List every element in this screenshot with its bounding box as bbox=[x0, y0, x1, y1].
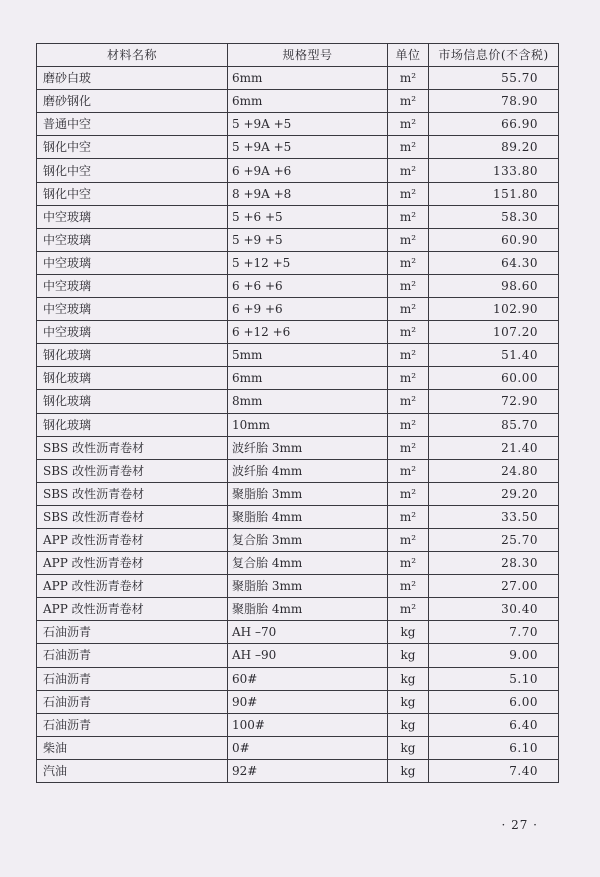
table-row bbox=[37, 274, 559, 297]
price-cell: 6.10 bbox=[429, 736, 559, 759]
table-row bbox=[37, 621, 559, 644]
price-cell: 27.00 bbox=[429, 575, 559, 598]
material-name-cell: 磨砂白玻 bbox=[37, 67, 228, 90]
unit-cell: kg bbox=[388, 621, 429, 644]
material-name-cell: 石油沥青 bbox=[37, 667, 228, 690]
table-row bbox=[37, 136, 559, 159]
unit-cell: m² bbox=[388, 113, 429, 136]
unit-cell: kg bbox=[388, 736, 429, 759]
unit-cell: kg bbox=[388, 713, 429, 736]
unit-cell: kg bbox=[388, 759, 429, 782]
unit-cell: kg bbox=[388, 690, 429, 713]
table-row bbox=[37, 436, 559, 459]
table-row bbox=[37, 344, 559, 367]
material-name-cell: 石油沥青 bbox=[37, 621, 228, 644]
spec-model-cell: AH –70 bbox=[228, 621, 388, 644]
header-material-name: 材料名称 bbox=[37, 44, 228, 67]
spec-model-cell: 波纤胎 3mm bbox=[228, 436, 388, 459]
spec-model-cell: 6 +6 +6 bbox=[228, 274, 388, 297]
material-name-cell: 石油沥青 bbox=[37, 644, 228, 667]
spec-model-cell: 6 +9 +6 bbox=[228, 298, 388, 321]
price-cell: 24.80 bbox=[429, 459, 559, 482]
price-cell: 98.60 bbox=[429, 274, 559, 297]
unit-cell: m² bbox=[388, 367, 429, 390]
material-name-cell: 中空玻璃 bbox=[37, 298, 228, 321]
spec-model-cell: 10mm bbox=[228, 413, 388, 436]
table-row bbox=[37, 505, 559, 528]
page-number: · 27 · bbox=[501, 818, 538, 832]
spec-model-cell: 复合胎 4mm bbox=[228, 552, 388, 575]
unit-cell: m² bbox=[388, 136, 429, 159]
table-row bbox=[37, 90, 559, 113]
material-name-cell: 钢化玻璃 bbox=[37, 413, 228, 436]
table-row bbox=[37, 736, 559, 759]
unit-cell: kg bbox=[388, 667, 429, 690]
unit-cell: m² bbox=[388, 552, 429, 575]
material-name-cell: SBS 改性沥青卷材 bbox=[37, 436, 228, 459]
price-cell: 29.20 bbox=[429, 482, 559, 505]
unit-cell: m² bbox=[388, 67, 429, 90]
price-cell: 33.50 bbox=[429, 505, 559, 528]
table-row bbox=[37, 228, 559, 251]
unit-cell: m² bbox=[388, 205, 429, 228]
material-name-cell: APP 改性沥青卷材 bbox=[37, 528, 228, 551]
price-cell: 25.70 bbox=[429, 528, 559, 551]
table-header-row bbox=[37, 44, 559, 67]
price-cell: 66.90 bbox=[429, 113, 559, 136]
price-table bbox=[36, 43, 559, 783]
table-body bbox=[37, 67, 559, 783]
price-cell: 151.80 bbox=[429, 182, 559, 205]
table-row bbox=[37, 528, 559, 551]
unit-cell: m² bbox=[388, 482, 429, 505]
price-cell: 6.40 bbox=[429, 713, 559, 736]
material-name-cell: 中空玻璃 bbox=[37, 205, 228, 228]
table-row bbox=[37, 759, 559, 782]
unit-cell: m² bbox=[388, 575, 429, 598]
table-row bbox=[37, 159, 559, 182]
spec-model-cell: 聚脂胎 3mm bbox=[228, 482, 388, 505]
spec-model-cell: 90# bbox=[228, 690, 388, 713]
material-name-cell: APP 改性沥青卷材 bbox=[37, 575, 228, 598]
spec-model-cell: 5 +9A +5 bbox=[228, 113, 388, 136]
material-name-cell: 石油沥青 bbox=[37, 690, 228, 713]
table-row bbox=[37, 713, 559, 736]
table-row bbox=[37, 644, 559, 667]
price-cell: 78.90 bbox=[429, 90, 559, 113]
table-row bbox=[37, 690, 559, 713]
material-name-cell: 石油沥青 bbox=[37, 713, 228, 736]
unit-cell: m² bbox=[388, 159, 429, 182]
price-cell: 58.30 bbox=[429, 205, 559, 228]
price-cell: 5.10 bbox=[429, 667, 559, 690]
spec-model-cell: 8 +9A +8 bbox=[228, 182, 388, 205]
price-cell: 51.40 bbox=[429, 344, 559, 367]
price-cell: 60.90 bbox=[429, 228, 559, 251]
table-row bbox=[37, 113, 559, 136]
unit-cell: m² bbox=[388, 390, 429, 413]
material-name-cell: 钢化中空 bbox=[37, 182, 228, 205]
table-row bbox=[37, 667, 559, 690]
material-name-cell: 汽油 bbox=[37, 759, 228, 782]
spec-model-cell: 6mm bbox=[228, 67, 388, 90]
price-cell: 6.00 bbox=[429, 690, 559, 713]
spec-model-cell: 聚脂胎 3mm bbox=[228, 575, 388, 598]
price-cell: 102.90 bbox=[429, 298, 559, 321]
price-cell: 107.20 bbox=[429, 321, 559, 344]
price-cell: 85.70 bbox=[429, 413, 559, 436]
price-cell: 72.90 bbox=[429, 390, 559, 413]
material-name-cell: 钢化中空 bbox=[37, 136, 228, 159]
spec-model-cell: 100# bbox=[228, 713, 388, 736]
table-row bbox=[37, 482, 559, 505]
spec-model-cell: 6mm bbox=[228, 90, 388, 113]
unit-cell: m² bbox=[388, 459, 429, 482]
header-unit: 单位 bbox=[388, 44, 429, 67]
unit-cell: m² bbox=[388, 298, 429, 321]
spec-model-cell: AH –90 bbox=[228, 644, 388, 667]
spec-model-cell: 6 +9A +6 bbox=[228, 159, 388, 182]
spec-model-cell: 5 +9 +5 bbox=[228, 228, 388, 251]
table-row bbox=[37, 598, 559, 621]
table-row bbox=[37, 367, 559, 390]
material-name-cell: 中空玻璃 bbox=[37, 228, 228, 251]
unit-cell: m² bbox=[388, 528, 429, 551]
price-cell: 21.40 bbox=[429, 436, 559, 459]
spec-model-cell: 60# bbox=[228, 667, 388, 690]
spec-model-cell: 聚脂胎 4mm bbox=[228, 598, 388, 621]
table-row bbox=[37, 182, 559, 205]
unit-cell: m² bbox=[388, 413, 429, 436]
unit-cell: m² bbox=[388, 182, 429, 205]
table-row bbox=[37, 575, 559, 598]
table-row bbox=[37, 390, 559, 413]
spec-model-cell: 92# bbox=[228, 759, 388, 782]
material-name-cell: SBS 改性沥青卷材 bbox=[37, 459, 228, 482]
table-row bbox=[37, 298, 559, 321]
material-name-cell: 钢化玻璃 bbox=[37, 390, 228, 413]
material-name-cell: SBS 改性沥青卷材 bbox=[37, 505, 228, 528]
spec-model-cell: 波纤胎 4mm bbox=[228, 459, 388, 482]
price-cell: 55.70 bbox=[429, 67, 559, 90]
table-row bbox=[37, 552, 559, 575]
header-spec-model: 规格型号 bbox=[228, 44, 388, 67]
unit-cell: m² bbox=[388, 90, 429, 113]
spec-model-cell: 聚脂胎 4mm bbox=[228, 505, 388, 528]
price-cell: 9.00 bbox=[429, 644, 559, 667]
unit-cell: m² bbox=[388, 321, 429, 344]
unit-cell: m² bbox=[388, 436, 429, 459]
material-name-cell: 中空玻璃 bbox=[37, 251, 228, 274]
table-row bbox=[37, 251, 559, 274]
spec-model-cell: 6mm bbox=[228, 367, 388, 390]
unit-cell: m² bbox=[388, 598, 429, 621]
price-cell: 89.20 bbox=[429, 136, 559, 159]
spec-model-cell: 复合胎 3mm bbox=[228, 528, 388, 551]
price-cell: 30.40 bbox=[429, 598, 559, 621]
material-name-cell: APP 改性沥青卷材 bbox=[37, 598, 228, 621]
price-cell: 7.70 bbox=[429, 621, 559, 644]
material-name-cell: SBS 改性沥青卷材 bbox=[37, 482, 228, 505]
material-name-cell: 普通中空 bbox=[37, 113, 228, 136]
price-cell: 133.80 bbox=[429, 159, 559, 182]
unit-cell: m² bbox=[388, 274, 429, 297]
material-name-cell: 柴油 bbox=[37, 736, 228, 759]
price-cell: 60.00 bbox=[429, 367, 559, 390]
price-cell: 64.30 bbox=[429, 251, 559, 274]
material-name-cell: 钢化中空 bbox=[37, 159, 228, 182]
material-name-cell: APP 改性沥青卷材 bbox=[37, 552, 228, 575]
material-name-cell: 中空玻璃 bbox=[37, 274, 228, 297]
material-name-cell: 钢化玻璃 bbox=[37, 367, 228, 390]
table-row bbox=[37, 413, 559, 436]
material-name-cell: 中空玻璃 bbox=[37, 321, 228, 344]
price-cell: 7.40 bbox=[429, 759, 559, 782]
unit-cell: m² bbox=[388, 251, 429, 274]
price-cell: 28.30 bbox=[429, 552, 559, 575]
table-row bbox=[37, 321, 559, 344]
spec-model-cell: 5mm bbox=[228, 344, 388, 367]
unit-cell: m² bbox=[388, 344, 429, 367]
table-row bbox=[37, 205, 559, 228]
table-row bbox=[37, 67, 559, 90]
table-row bbox=[37, 459, 559, 482]
material-name-cell: 钢化玻璃 bbox=[37, 344, 228, 367]
spec-model-cell: 5 +12 +5 bbox=[228, 251, 388, 274]
unit-cell: m² bbox=[388, 228, 429, 251]
unit-cell: kg bbox=[388, 644, 429, 667]
spec-model-cell: 8mm bbox=[228, 390, 388, 413]
material-name-cell: 磨砂钢化 bbox=[37, 90, 228, 113]
unit-cell: m² bbox=[388, 505, 429, 528]
spec-model-cell: 5 +6 +5 bbox=[228, 205, 388, 228]
spec-model-cell: 0# bbox=[228, 736, 388, 759]
spec-model-cell: 5 +9A +5 bbox=[228, 136, 388, 159]
header-market-price: 市场信息价(不含税) bbox=[429, 44, 559, 67]
spec-model-cell: 6 +12 +6 bbox=[228, 321, 388, 344]
